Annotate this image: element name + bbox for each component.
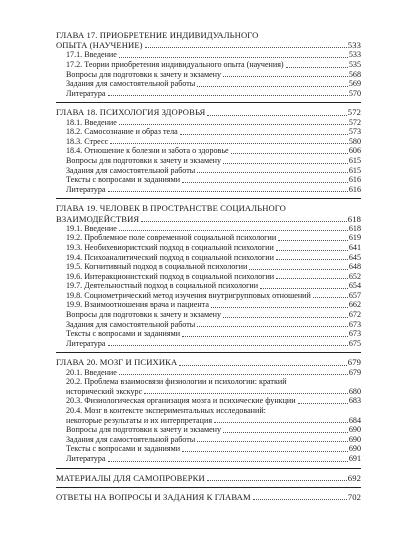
- dot-leader: [119, 57, 348, 58]
- page-number: 657: [348, 290, 361, 300]
- page-number: 672: [348, 310, 361, 320]
- page-number: 533: [347, 40, 361, 51]
- toc-entry[interactable]: [56, 320, 361, 330]
- page-number: 568: [348, 69, 361, 79]
- divider: [56, 487, 361, 488]
- dot-leader: [207, 480, 347, 481]
- dot-leader: [214, 422, 348, 423]
- dot-leader: [276, 259, 348, 260]
- chapter-19-title-line-1: ГЛАВА 19. ЧЕЛОВЕК В ПРОСТРАНСТВЕ СОЦИАЛЬНОГО: [56, 203, 286, 214]
- entry-text: Литература: [66, 184, 106, 194]
- dot-leader: [119, 230, 348, 231]
- page-number: 606: [348, 146, 361, 156]
- toc-entry[interactable]: [56, 262, 361, 272]
- chapter-20-entry[interactable]: [56, 357, 361, 367]
- page-number: 619: [348, 233, 361, 243]
- toc-entry[interactable]: [56, 435, 361, 445]
- page-number: 618: [348, 223, 361, 233]
- page-number: 662: [348, 300, 361, 310]
- divider: [56, 198, 361, 199]
- entry-text: 19.8. Социометрический метод изучения внутригрупповых отношений: [66, 290, 311, 300]
- entry-text: 18.1. Введение: [66, 117, 117, 127]
- page-number: 580: [348, 136, 361, 146]
- entry-text: некоторые результаты и их интерпретация: [66, 415, 213, 425]
- entry-text: Литература: [66, 88, 106, 98]
- toc-entry[interactable]: [56, 79, 361, 89]
- dot-leader: [141, 221, 347, 222]
- entry-text: Тексты с вопросами и заданиями: [66, 444, 181, 454]
- toc-entry[interactable]: [56, 50, 361, 60]
- toc-entry[interactable]: [56, 137, 361, 147]
- toc-entry[interactable]: [56, 166, 361, 176]
- page-number: 616: [348, 175, 361, 185]
- entry-text: 19.6. Интеракционистский подход в социальной психологии: [66, 271, 275, 281]
- dot-leader: [276, 278, 348, 279]
- toc-entry[interactable]: [56, 146, 361, 156]
- entry-text: 20.4. Мозг в контексте экспериментальных исследований:: [66, 406, 266, 416]
- toc-entry[interactable]: [56, 444, 361, 454]
- toc-entry[interactable]: [56, 416, 361, 426]
- page-number: 645: [348, 252, 361, 262]
- toc-entry[interactable]: [56, 156, 361, 166]
- dot-leader: [182, 182, 348, 183]
- entry-text: Тексты с вопросами и заданиями: [66, 329, 181, 339]
- toc-entry[interactable]: [56, 425, 361, 435]
- entry-text: 18.4. Отношение к болезни и забота о здоровье: [66, 146, 229, 156]
- toc-entry[interactable]: [56, 175, 361, 185]
- dot-leader: [249, 269, 348, 270]
- dot-leader: [182, 336, 348, 337]
- dot-leader: [197, 441, 348, 442]
- dot-leader: [223, 163, 348, 164]
- dot-leader: [278, 240, 348, 241]
- entry-text: 19.9. Взаимоотношения врача и пациента: [66, 300, 209, 310]
- entry-text: Тексты с вопросами и заданиями: [66, 175, 181, 185]
- page-number: 675: [348, 338, 361, 348]
- divider: [56, 352, 361, 353]
- entry-text: 20.2. Проблема взаимосвязи физиологии и психологии: краткий: [66, 377, 287, 387]
- page-number: 615: [348, 165, 361, 175]
- dot-leader: [313, 297, 348, 298]
- dot-leader: [223, 432, 348, 433]
- toc-entry[interactable]: [56, 185, 361, 195]
- entry-text: 20.3. Физиологическая организация мозга и психические функции: [66, 396, 296, 406]
- dot-leader: [144, 393, 348, 394]
- dot-leader: [211, 307, 348, 308]
- toc-entry[interactable]: [56, 387, 361, 397]
- page-number: 573: [348, 127, 361, 137]
- dot-leader: [298, 403, 348, 404]
- page-number: 690: [348, 434, 361, 444]
- page-number: 690: [348, 425, 361, 435]
- toc-entry[interactable]: [56, 127, 361, 137]
- dot-leader: [207, 115, 346, 116]
- chapter-20-title: ГЛАВА 20. МОЗГ И ПСИХИКА: [56, 357, 178, 368]
- dot-leader: [231, 153, 348, 154]
- dot-leader: [253, 499, 347, 500]
- entry-text: Вопросы для подготовки к зачету и экзамену: [66, 155, 222, 165]
- dot-leader: [180, 134, 348, 135]
- chapter-18-title: ГЛАВА 18. ПСИХОЛОГИЯ ЗДОРОВЬЯ: [56, 107, 206, 118]
- toc-entry[interactable]: [56, 89, 361, 99]
- chapter-17-title-line-2: ОПЫТА (НАУЧЕНИЕ): [56, 40, 143, 51]
- toc-entry[interactable]: [56, 368, 361, 378]
- dot-leader: [108, 345, 348, 346]
- entry-text: Вопросы для подготовки к зачету и экзамену: [66, 310, 222, 320]
- entry-text: 17.2. Теории приобретения индивидуального опыта (научения): [66, 60, 284, 69]
- entry-text: 19.5. Когнитивный подход в социальной психологии: [66, 262, 248, 272]
- entry-text: 18.3. Стресс: [66, 136, 109, 146]
- entry-text: Задания для самостоятельной работы: [66, 165, 196, 175]
- dot-leader: [108, 191, 348, 192]
- page-number: 702: [347, 491, 361, 502]
- divider: [56, 102, 361, 103]
- entry-text: Литература: [66, 454, 106, 463]
- page-number: 652: [348, 271, 361, 281]
- entry-text: 19.7. Деятельностный подход в социальной психологии: [66, 281, 259, 291]
- page-number: 533: [348, 50, 361, 60]
- toc-entry[interactable]: [56, 233, 361, 243]
- page-number: 673: [348, 329, 361, 339]
- toc-entry[interactable]: [56, 339, 361, 349]
- page-number: 615: [348, 155, 361, 165]
- dot-leader: [110, 143, 348, 144]
- toc-entry[interactable]: [56, 329, 361, 339]
- dot-leader: [260, 288, 348, 289]
- page-number: 679: [347, 357, 361, 368]
- entry-text: 19.1. Введение: [66, 223, 117, 233]
- toc-entry[interactable]: [56, 281, 361, 291]
- dot-leader: [197, 172, 348, 173]
- dot-leader: [223, 76, 348, 77]
- page-number: 569: [348, 79, 361, 89]
- page-number: 616: [348, 184, 361, 194]
- page-number: 641: [348, 242, 361, 252]
- page-number: 690: [348, 444, 361, 454]
- toc-entry[interactable]: [56, 243, 361, 253]
- dot-leader: [108, 95, 348, 96]
- page-number: 680: [348, 386, 361, 396]
- page-number: 570: [348, 88, 361, 98]
- entry-text: Задания для самостоятельной работы: [66, 434, 196, 444]
- toc-entry[interactable]: [56, 291, 361, 301]
- page-number: 648: [348, 262, 361, 272]
- toc-entry[interactable]: [56, 310, 361, 320]
- toc-entry[interactable]: [56, 118, 361, 128]
- toc-entry[interactable]: [56, 224, 361, 234]
- dot-leader: [197, 326, 348, 327]
- materials-title: МАТЕРИАЛЫ ДЛЯ САМОПРОВЕРКИ: [56, 472, 205, 483]
- page-number: 683: [348, 396, 361, 406]
- dot-leader: [119, 124, 348, 125]
- chapter-19-entry[interactable]: [56, 214, 361, 224]
- page-number: 692: [347, 472, 361, 483]
- dot-leader: [197, 86, 348, 87]
- page-number: 618: [347, 213, 361, 224]
- page-number: 572: [347, 107, 361, 118]
- entry-text: Литература: [66, 338, 106, 348]
- entry-text: 19.4. Психоаналитический подход в социальной психологии: [66, 252, 274, 262]
- entry-text: 17.1. Введение: [66, 50, 117, 60]
- page-number: 572: [348, 117, 361, 127]
- entry-text: Задания для самостоятельной работы: [66, 319, 196, 329]
- toc-entry[interactable]: [56, 454, 361, 464]
- dot-leader: [276, 250, 348, 251]
- chapter-18-entry[interactable]: [56, 107, 361, 117]
- toc-entry-line-1[interactable]: [56, 377, 361, 387]
- answers-entry[interactable]: [56, 492, 361, 502]
- dot-leader: [286, 67, 348, 68]
- chapter-19-title-line-2: ВЗАИМОДЕЙСТВИЯ: [56, 213, 140, 224]
- toc-entry-line-1[interactable]: [56, 406, 361, 416]
- entry-text: Задания для самостоятельной работы: [66, 79, 196, 89]
- entry-text: 19.3. Необихевиористский подход в социальной психологии: [66, 242, 274, 252]
- page-number: 684: [348, 415, 361, 425]
- toc-entry[interactable]: [56, 396, 361, 406]
- entry-text: Вопросы для подготовки к зачету и экзамену: [66, 69, 222, 79]
- dot-leader: [182, 451, 348, 452]
- dot-leader: [145, 47, 347, 48]
- toc-entry[interactable]: [56, 272, 361, 282]
- materials-entry[interactable]: [56, 473, 361, 483]
- page-number: 679: [348, 367, 361, 377]
- dot-leader: [223, 317, 348, 318]
- entry-text: 20.1. Введение: [66, 367, 117, 377]
- page-number: 691: [348, 454, 361, 463]
- entry-text: исторический экскурс: [66, 386, 143, 396]
- page-number: 673: [348, 319, 361, 329]
- entry-text: Вопросы для подготовки к зачету и экзамену: [66, 425, 222, 435]
- page-number: 535: [348, 60, 361, 69]
- toc-entry[interactable]: [56, 60, 361, 70]
- toc-entry[interactable]: [56, 300, 361, 310]
- entry-text: 18.2. Самосознание и образ тела: [66, 127, 178, 137]
- dot-leader: [108, 461, 348, 462]
- dot-leader: [179, 365, 346, 366]
- dot-leader: [119, 374, 348, 375]
- divider: [56, 468, 361, 469]
- chapter-17-title-line-1: ГЛАВА 17. ПРИОБРЕТЕНИЕ ИНДИВИДУАЛЬНОГО: [56, 30, 259, 40]
- toc-entry[interactable]: [56, 253, 361, 263]
- toc-entry[interactable]: [56, 70, 361, 80]
- entry-text: 19.2. Проблемное поле современной социальной психологии: [66, 233, 277, 243]
- chapter-17-entry[interactable]: [56, 40, 361, 50]
- answers-title: ОТВЕТЫ НА ВОПРОСЫ И ЗАДАНИЯ К ГЛАВАМ: [56, 491, 251, 502]
- page-number: 654: [348, 281, 361, 291]
